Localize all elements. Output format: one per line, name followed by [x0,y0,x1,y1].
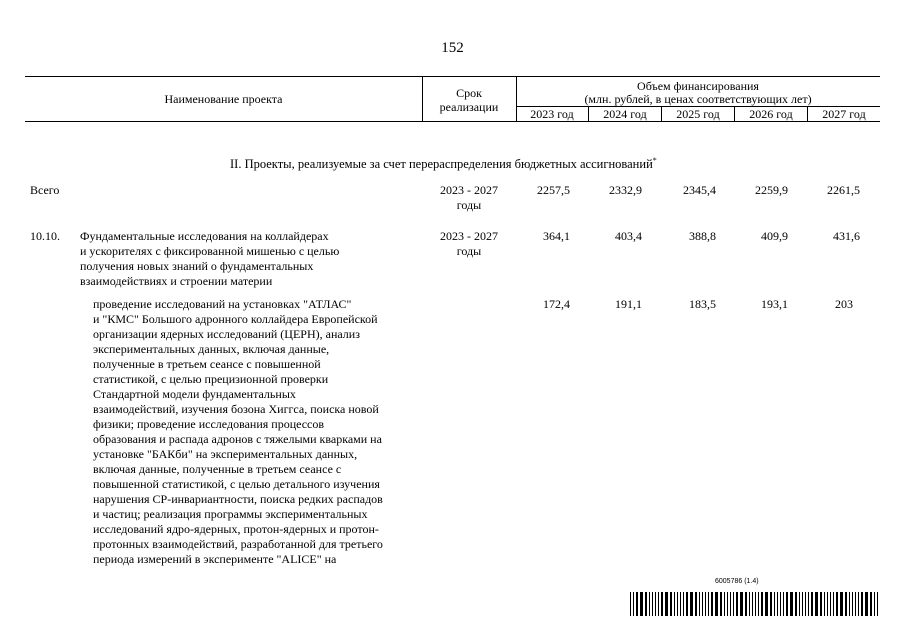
header-top-rule [25,76,880,77]
sub-description-line: и частиц; реализация программы экспериментальных [93,507,368,521]
sub-description [93,297,418,567]
header-term-line1: Срок [456,86,482,100]
sub-description-line: установке "БАКби" на экспериментальных данных, [93,447,358,461]
total-label: Всего [30,183,60,197]
sub-value-2026: 193,1 [761,297,788,311]
total-value-2023: 2257,5 [537,183,570,197]
sub-description-line: повышенной статистикой, с целью детального изучения [93,477,380,491]
header-year-2023: 2023 год [530,107,574,121]
header-funding-line1: Объем финансирования [637,79,759,93]
barcode-label: 6005786 (1.4) [715,578,759,585]
sub-description-line: взаимодействий, изучения бозона Хиггса, поиска новой [93,402,379,416]
sub-value-2025: 183,5 [689,297,716,311]
section-title-text: II. Проекты, реализуемые за счет перераспределения бюджетных ассигнований [230,157,653,172]
sub-description-line: нарушения СР-инвариантности, поиска редких распадов [93,492,383,506]
header-year-2025: 2025 год [676,107,720,121]
item-value-2026: 409,9 [761,229,788,243]
header-year-2027: 2027 год [822,107,866,121]
item-term-line1: 2023 - 2027 [440,229,498,243]
item-number: 10.10. [30,229,60,243]
sub-description-line: включая данные, полученные в третьем сеансе с [93,462,342,476]
total-value-2024: 2332,9 [609,183,642,197]
page-number: 152 [441,40,464,56]
sub-value-2027: 203 [835,297,853,311]
item-title-line: и ускорителях с фиксированной мишенью с целью [80,244,340,258]
item-value-2027: 431,6 [833,229,860,243]
item-term-line2: годы [456,244,482,258]
item-title-line: взаимодействиях и строении материи [80,274,273,288]
header-funding-line2: (млн. рублей, в ценах соответствующих лет) [584,92,812,106]
header-year-2026: 2026 год [749,107,793,121]
sub-description-line: Стандартной модели фундаментальных [93,387,296,401]
sub-description-line: исследований ядро-ядерных, протон-ядерных и протон- [93,522,379,536]
total-value-2027: 2261,5 [827,183,860,197]
total-value-2026: 2259,9 [755,183,788,197]
sub-description-line: статистикой, с целью прецизионной проверки [93,372,329,386]
sub-description-line: периода измерений в эксперименте "ALICE" на [93,552,337,566]
section-title [230,153,657,172]
sub-description-line: проведение исследований на установках "АТЛАС" [93,297,352,311]
sub-description-line: физики; проведение исследования процессов [93,417,325,431]
header-term-line2: реализации [439,100,499,114]
item-value-2025: 388,8 [689,229,716,243]
item-title-line: Фундаментальные исследования на коллайдерах [80,229,329,243]
item-title [80,229,420,289]
sub-description-line: организации ядерных исследований (ЦЕРН), анализ [93,327,360,341]
total-value-2025: 2345,4 [683,183,716,197]
item-title-line: получения новых знаний о фундаментальных [80,259,314,273]
sub-description-line: и "КМС" Большого адронного коллайдера Европейской [93,312,378,326]
header-bottom-rule [25,121,880,122]
sub-description-line: протонных взаимодействий, разработанной для третьего [93,537,383,551]
sub-description-line: полученные в третьем сеансе с повышенной [93,357,321,371]
item-value-2023: 364,1 [543,229,570,243]
total-term-line2: годы [456,198,482,212]
sub-description-line: экспериментальных данных, включая данные, [93,342,330,356]
barcode [630,592,880,616]
sub-value-2024: 191,1 [615,297,642,311]
sub-value-2023: 172,4 [543,297,570,311]
section-footnote-mark: * [652,156,657,165]
sub-description-line: образования и распада адронов с тяжелыми кварками на [93,432,382,446]
item-value-2024: 403,4 [615,229,642,243]
header-year-2024: 2024 год [603,107,647,121]
total-term-line1: 2023 - 2027 [440,183,498,197]
header-project-name: Наименование проекта [164,92,283,106]
